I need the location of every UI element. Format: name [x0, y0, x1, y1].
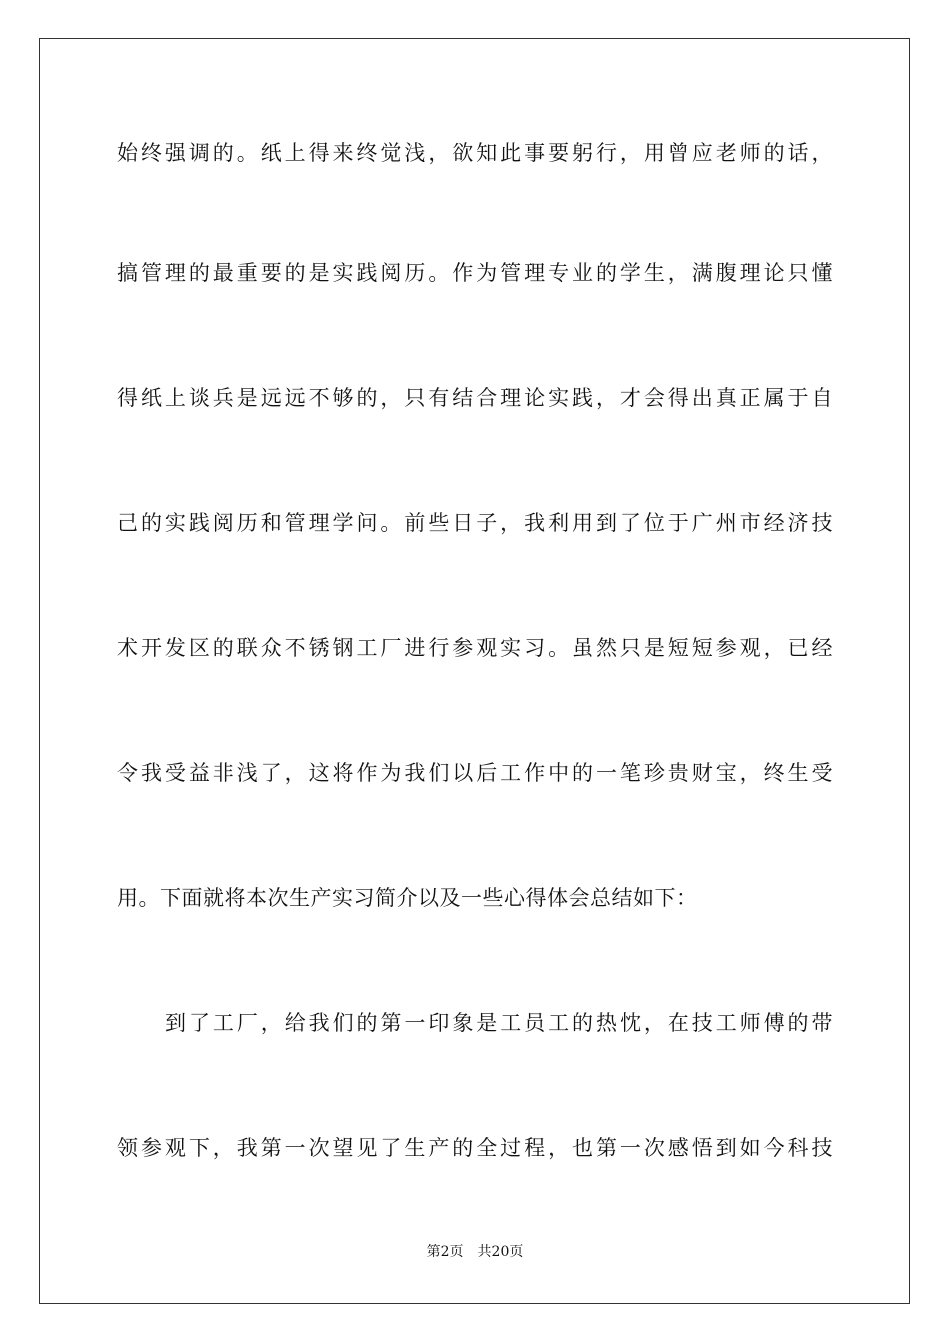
page-border — [39, 38, 910, 1304]
paragraph-line: 领参观下，我第一次望见了生产的全过程，也第一次感悟到如今科技 — [117, 1136, 833, 1160]
paragraph-line: 术开发区的联众不锈钢工厂进行参观实习。虽然只是短短参观，已经 — [117, 636, 833, 660]
paragraph-line: 始终强调的。纸上得来终觉浅，欲知此事要躬行，用曾应老师的话， — [117, 141, 833, 165]
paragraph-line: 己的实践阅历和管理学问。前些日子，我利用到了位于广州市经济技 — [117, 511, 833, 535]
paragraph-line: 令我受益非浅了，这将作为我们以后工作中的一笔珍贵财宝，终生受 — [117, 761, 833, 785]
page-number: 第2页 — [426, 1244, 464, 1260]
paragraph-line: 搞管理的最重要的是实践阅历。作为管理专业的学生，满腹理论只懂 — [117, 261, 833, 285]
page-footer — [0, 1242, 950, 1262]
paragraph-line: 用。下面就将本次生产实习简介以及一些心得体会总结如下： — [117, 886, 698, 910]
total-pages: 共20页 — [477, 1244, 524, 1260]
paragraph-line: 到了工厂，给我们的第一印象是工员工的热忱，在技工师傅的带 — [165, 1011, 833, 1035]
paragraph-line: 得纸上谈兵是远远不够的，只有结合理论实践，才会得出真正属于自 — [117, 386, 833, 410]
